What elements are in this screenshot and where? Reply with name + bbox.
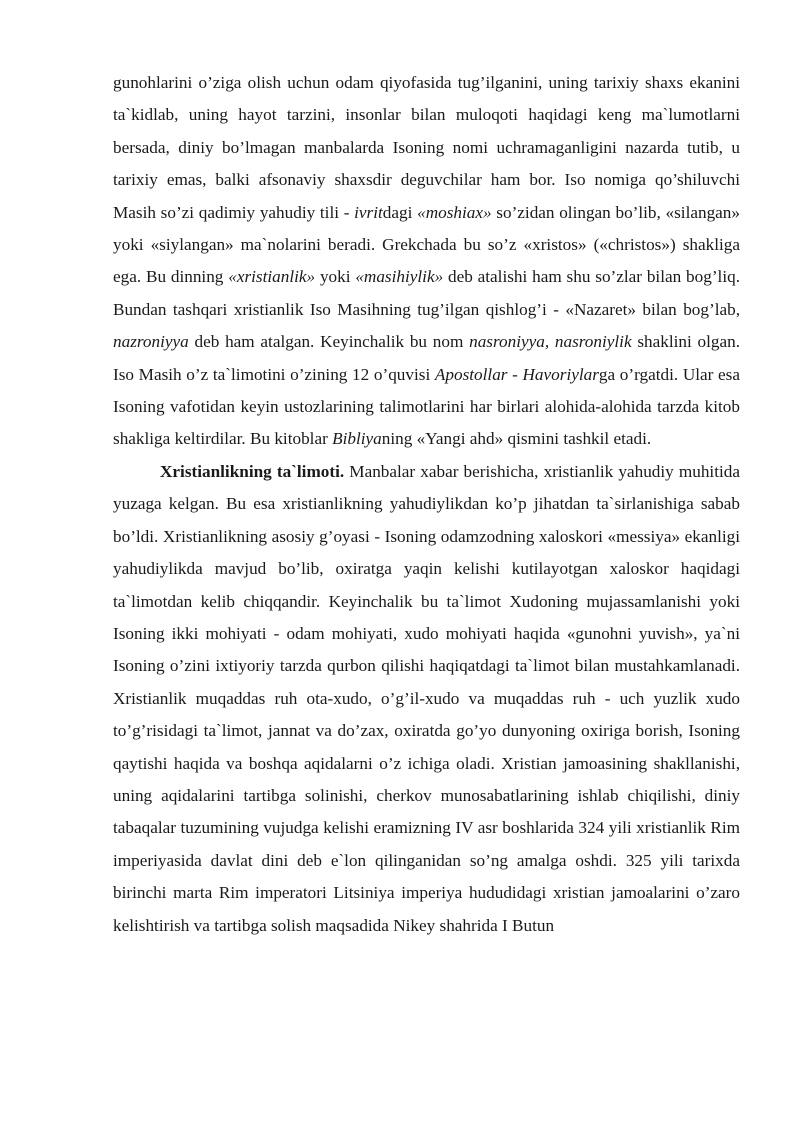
text-run: deb atalishi ham shu so’zlar bilan bog’liq. Bundan tashqari xristianlik Iso Masihning tug’ilgan qishlog’i - «Nazaret» bilan bog’lab,	[113, 267, 740, 319]
text-run: deb ham atalgan. Keyinchalik bu nom	[188, 332, 470, 352]
paragraph-1	[113, 67, 740, 456]
italic-run: «xristianlik»	[228, 267, 316, 287]
bold-run: Xristianlikning ta`limoti.	[160, 461, 345, 481]
italic-run: «moshiax»	[417, 202, 492, 222]
paragraph-2	[113, 456, 740, 942]
text-run: gunohlarini o’ziga olish uchun odam qiyofasida tug’ilganini, uning tarixiy shaxs ekanini ta`kidlab, uning hayot tarzini, insonlar bilan muloqoti haqidagi keng ma`lumotlarni bersada, diniy bo’lmagan manbalarda Isoning nomi uchramaganligini nazarda tutib, u tarixiy emas, balki afsonaviy shaxsdir deguvchilar ham bor. Iso nomiga qo’shiluvchi Masih so’zi qadimiy yahudiy tili -	[113, 73, 740, 222]
text-run: yoki	[315, 267, 356, 287]
italic-run: «masihiylik»	[355, 267, 444, 287]
italic-run: nasroniyya, nasroniylik	[469, 332, 632, 352]
text-run: ga o’rgatdi. Ular esa Isoning vafotidan keyin ustozlarining talimotlarini har birlari alohida-alohida tarzda kitob shakliga keltirdilar. Bu kitoblar	[113, 364, 740, 449]
text-run: shaklini olgan. Iso Masih o’z ta`limotini o’zining 12 o’quvisi	[113, 332, 741, 384]
italic-run: ivrit	[354, 202, 383, 222]
italic-run: nazroniyya	[113, 332, 189, 352]
italic-run: Bibliya	[332, 429, 382, 449]
italic-run: Apostollar - Havoriylar	[434, 364, 599, 384]
text-run: ning «Yangi ahd» qismini tashkil etadi.	[381, 429, 652, 449]
text-run: dagi	[382, 202, 418, 222]
text-run: Manbalar xabar berishicha, xristianlik yahudiy muhitida yuzaga kelgan. Bu esa xristianlikning yahudiylikdan ko’p jihatdan ta`sirlanishiga sabab bo’ldi. Xristianlikning asosiy g’oyasi - Isoning odamzodning xaloskori «messiya» ekanligi yahudiylikda mavjud bo’lib, oxiratga yaqin kelishi kutilayotgan xaloskor haqidagi ta`limotdan kelib chiqqandir. Keyinchalik bu ta`limot Xudoning mujassamlanishi yoki Isoning ikki mohiyati - odam mohiyati, xudo mohiyati haqida «gunohni yuvish», ya`ni Isoning o’zini ixtiyoriy tarzda qurbon qilishi haqiqatdagi ta`limot bilan mustahkamlanadi. Xristianlik muqaddas ruh ota-xudo, o’g’il-xudo va muqaddas ruh - uch yuzlik xudo to’g’risidagi ta`limot, jannat va do’zax, oxiratda go’yo dunyoning oxiriga borish, Isoning qaytishi haqida va boshqa aqidalarni o’z ichiga oladi. Xristian jamoasining shakllanishi, uning aqidalarini tartibga solinishi, cherkov munosabatlarining ishlab chiqilishi, diniy tabaqalar tuzumining vujudga kelishi eramizning IV asr boshlarida 324 yili xristianlik Rim imperiyasida davlat dini deb e`lon qilinganidan so’ng amalga oshdi. 325 yili tarixda birinchi marta Rim imperatori Litsiniya imperiya hududidagi xristian jamoalarini o’zaro kelishtirish va tartibga solish maqsadida Nikey shahrida I Butun	[113, 461, 740, 935]
document-page	[113, 67, 740, 942]
text-run: so’zidan olingan bo’lib, «silangan» yoki «siylangan» ma`nolarini beradi. Grekchada bu so’z «xristos» («christos») shakliga ega. Bu dinning	[113, 202, 740, 287]
